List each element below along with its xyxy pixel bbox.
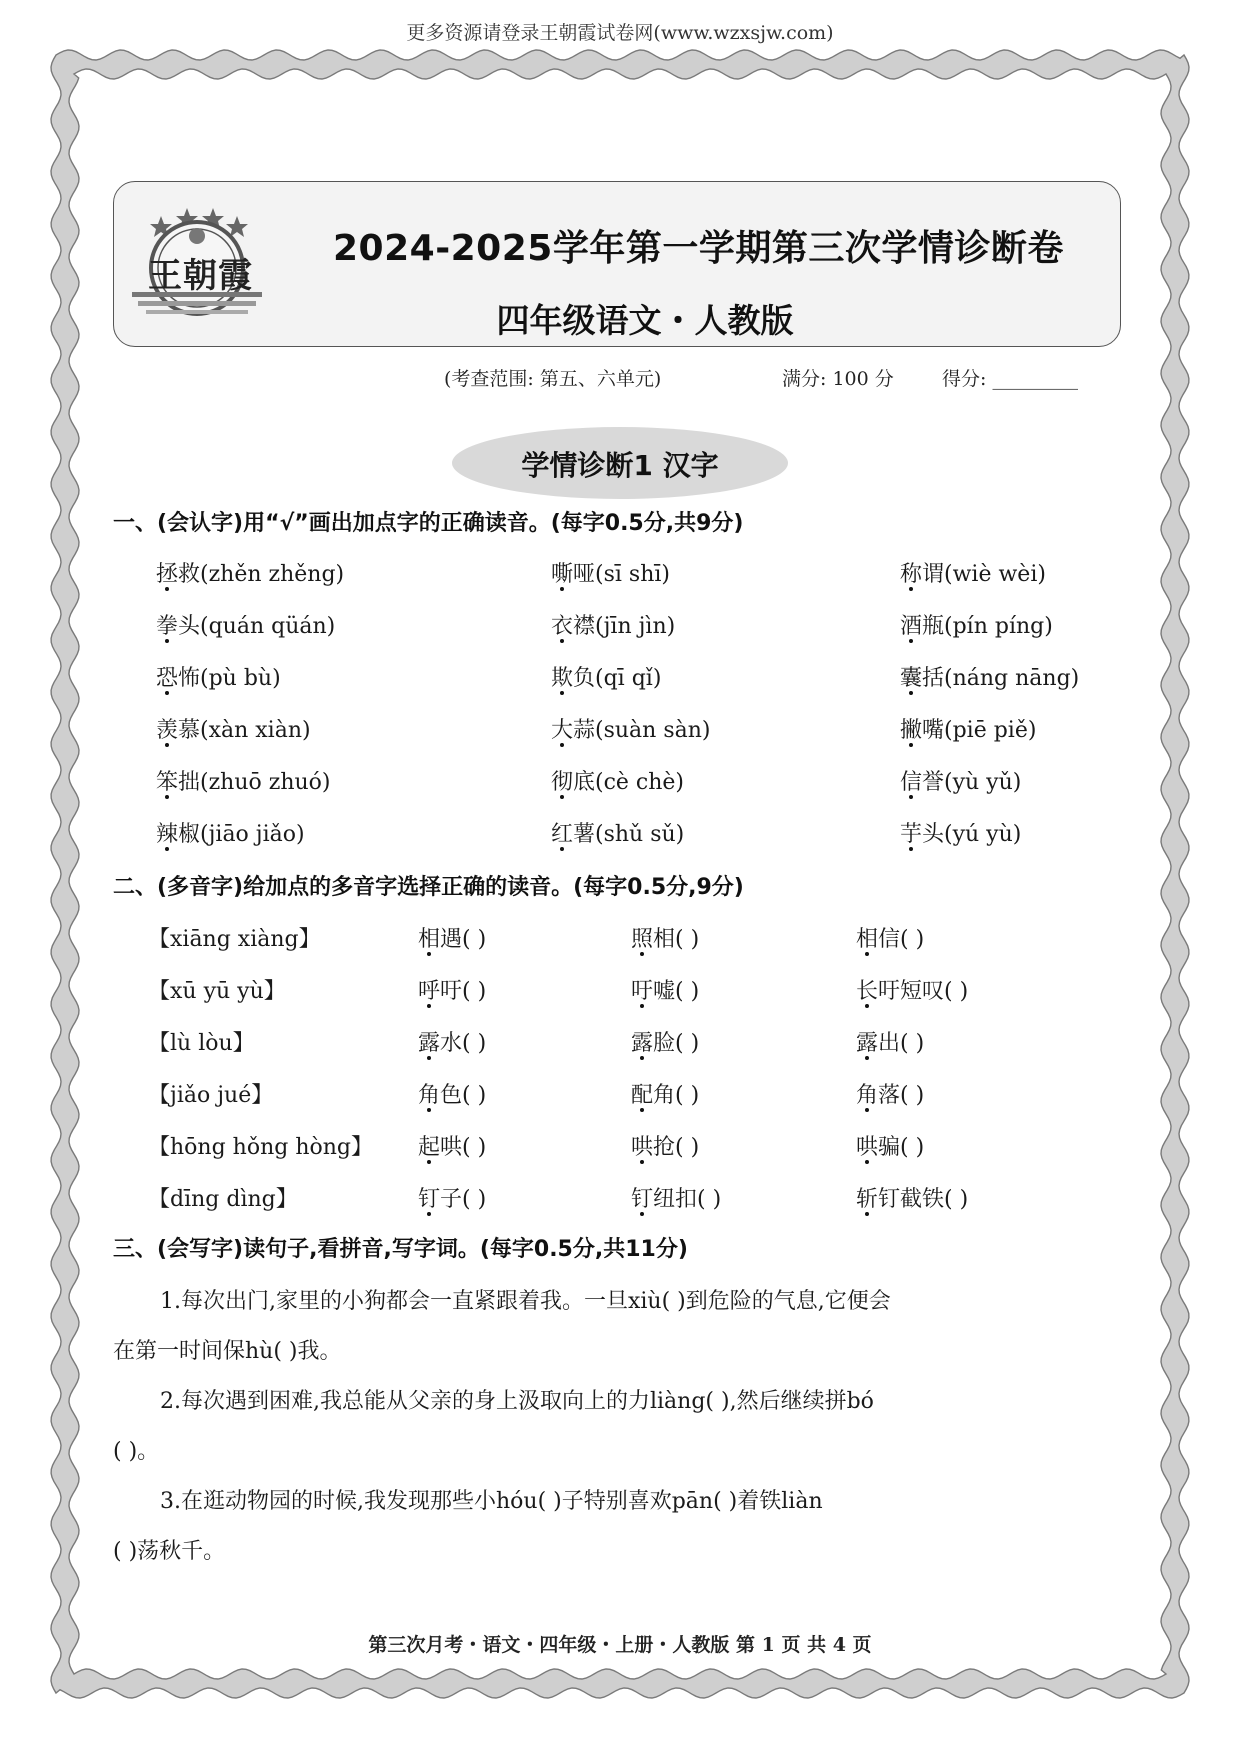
emphasis-dot (865, 1108, 869, 1112)
score-field: 得分: _________ (942, 368, 1078, 390)
q2-word-blank[interactable]: 露脸( ) (631, 1031, 700, 1056)
q1-item: 信誉(yù yǔ) (900, 770, 1022, 795)
q1-item: 彻底(cè chè) (551, 770, 685, 795)
emphasis-dot (165, 847, 169, 851)
exam-subtitle: 四年级语文・人教版 (496, 301, 794, 340)
logo-name: 王朝霞 (148, 256, 253, 296)
q2-heading: 二、(多音字)给加点的多音字选择正确的读音。(每字0.5分,9分) (113, 875, 744, 900)
q1-item: 芋头(yú yù) (900, 822, 1022, 847)
emphasis-dot (909, 795, 913, 799)
emphasis-dot (165, 639, 169, 643)
q3-sentence-line: ( )荡秋千。 (113, 1539, 226, 1564)
emphasis-dot (640, 1004, 644, 1008)
q2-word-blank[interactable]: 斩钉截铁( ) (856, 1187, 969, 1212)
q2-word-blank[interactable]: 钉纽扣( ) (631, 1187, 722, 1212)
full-score: 满分: 100 分 (782, 368, 894, 390)
q2-word-blank[interactable]: 角色( ) (418, 1083, 487, 1108)
emphasis-dot (560, 795, 564, 799)
q1-item: 衣襟(jīn jìn) (551, 614, 676, 639)
section-banner: 学情诊断1 汉字 (521, 449, 719, 482)
emphasis-dot (427, 1004, 431, 1008)
q2-word-blank[interactable]: 吁嘘( ) (631, 979, 700, 1004)
q1-heading: 一、(会认字)用“√”画出加点字的正确读音。(每字0.5分,共9分) (113, 511, 744, 536)
emphasis-dot (640, 1056, 644, 1060)
page-footer: 第三次月考・语文・四年级・上册・人教版 第 1 页 共 4 页 (368, 1634, 872, 1656)
q2-word-blank[interactable]: 角落( ) (856, 1083, 925, 1108)
q2-word-blank[interactable]: 相信( ) (856, 927, 925, 952)
q1-item: 嘶哑(sī shī) (551, 562, 670, 587)
top-note: 更多资源请登录王朝霞试卷网(www.wzxsjw.com) (406, 22, 834, 44)
q1-item: 拯救(zhěn zhěng) (156, 562, 345, 587)
emphasis-dot (427, 1212, 431, 1216)
emphasis-dot (865, 1056, 869, 1060)
q1-item: 撇嘴(piē piě) (900, 718, 1037, 743)
q1-item: 辣椒(jiāo jiǎo) (156, 822, 305, 847)
emphasis-dot (560, 691, 564, 695)
q2-word-blank[interactable]: 配角( ) (631, 1083, 700, 1108)
q2-word-blank[interactable]: 哄骗( ) (856, 1135, 925, 1160)
q3-sentence-line: 2.每次遇到困难,我总能从父亲的身上汲取向上的力liàng( ),然后继续拼bó (160, 1389, 874, 1414)
q3-sentence-line: 1.每次出门,家里的小狗都会一直紧跟着我。一旦xiù( )到危险的气息,它便会 (160, 1289, 891, 1314)
exam-scope: (考查范围: 第五、六单元) (444, 368, 662, 390)
q2-word-blank[interactable]: 照相( ) (631, 927, 700, 952)
q3-sentence-line: 3.在逛动物园的时候,我发现那些小hóu( )子特别喜欢pān( )着铁liàn (160, 1489, 823, 1514)
exam-title: 2024-2025学年第一学期第三次学情诊断卷 (333, 228, 1064, 269)
q1-item: 称谓(wiè wèi) (900, 562, 1046, 587)
q2-pinyin-options: 【dīng dìng】 (148, 1187, 298, 1212)
emphasis-dot (427, 952, 431, 956)
q2-word-blank[interactable]: 露出( ) (856, 1031, 925, 1056)
emphasis-dot (865, 1004, 869, 1008)
q2-pinyin-options: 【hōng hǒng hòng】 (148, 1135, 373, 1160)
emphasis-dot (640, 952, 644, 956)
emphasis-dot (640, 1212, 644, 1216)
emphasis-dot (909, 639, 913, 643)
emphasis-dot (640, 1108, 644, 1112)
q1-item: 拳头(quán qüán) (156, 614, 336, 639)
emphasis-dot (865, 1160, 869, 1164)
emphasis-dot (560, 847, 564, 851)
emphasis-dot (909, 691, 913, 695)
q1-item: 红薯(shǔ sǔ) (551, 822, 685, 847)
q2-word-blank[interactable]: 钉子( ) (418, 1187, 487, 1212)
emphasis-dot (865, 1212, 869, 1216)
q2-word-blank[interactable]: 呼吁( ) (418, 979, 487, 1004)
emphasis-dot (865, 952, 869, 956)
q1-item: 大蒜(suàn sàn) (551, 718, 711, 743)
emphasis-dot (560, 639, 564, 643)
q1-item: 囊括(náng nāng) (900, 666, 1080, 691)
emphasis-dot (909, 847, 913, 851)
emphasis-dot (560, 587, 564, 591)
emphasis-dot (909, 743, 913, 747)
q1-item: 欺负(qī qǐ) (551, 666, 662, 691)
emphasis-dot (427, 1108, 431, 1112)
q1-item: 羡慕(xàn xiàn) (156, 718, 311, 743)
q2-pinyin-options: 【xiāng xiàng】 (148, 927, 321, 952)
q1-item: 笨拙(zhuō zhuó) (156, 770, 331, 795)
q3-heading: 三、(会写字)读句子,看拼音,写字词。(每字0.5分,共11分) (113, 1237, 688, 1262)
q1-item: 酒瓶(pín píng) (900, 614, 1053, 639)
q3-sentence-line: ( )。 (113, 1439, 160, 1464)
q2-word-blank[interactable]: 起哄( ) (418, 1135, 487, 1160)
q2-pinyin-options: 【jiǎo jué】 (148, 1083, 274, 1108)
q2-word-blank[interactable]: 露水( ) (418, 1031, 487, 1056)
q2-pinyin-options: 【lù lòu】 (148, 1031, 255, 1056)
emphasis-dot (165, 691, 169, 695)
q1-item: 恐怖(pù bù) (156, 666, 281, 691)
emphasis-dot (165, 743, 169, 747)
q2-word-blank[interactable]: 哄抢( ) (631, 1135, 700, 1160)
emphasis-dot (427, 1160, 431, 1164)
emphasis-dot (640, 1160, 644, 1164)
q2-pinyin-options: 【xū yū yù】 (148, 979, 286, 1004)
emphasis-dot (909, 587, 913, 591)
emphasis-dot (165, 587, 169, 591)
emphasis-dot (560, 743, 564, 747)
q2-word-blank[interactable]: 相遇( ) (418, 927, 487, 952)
emphasis-dot (427, 1056, 431, 1060)
q2-word-blank[interactable]: 长吁短叹( ) (856, 979, 969, 1004)
q3-sentence-line: 在第一时间保hù( )我。 (113, 1339, 342, 1364)
emphasis-dot (165, 795, 169, 799)
